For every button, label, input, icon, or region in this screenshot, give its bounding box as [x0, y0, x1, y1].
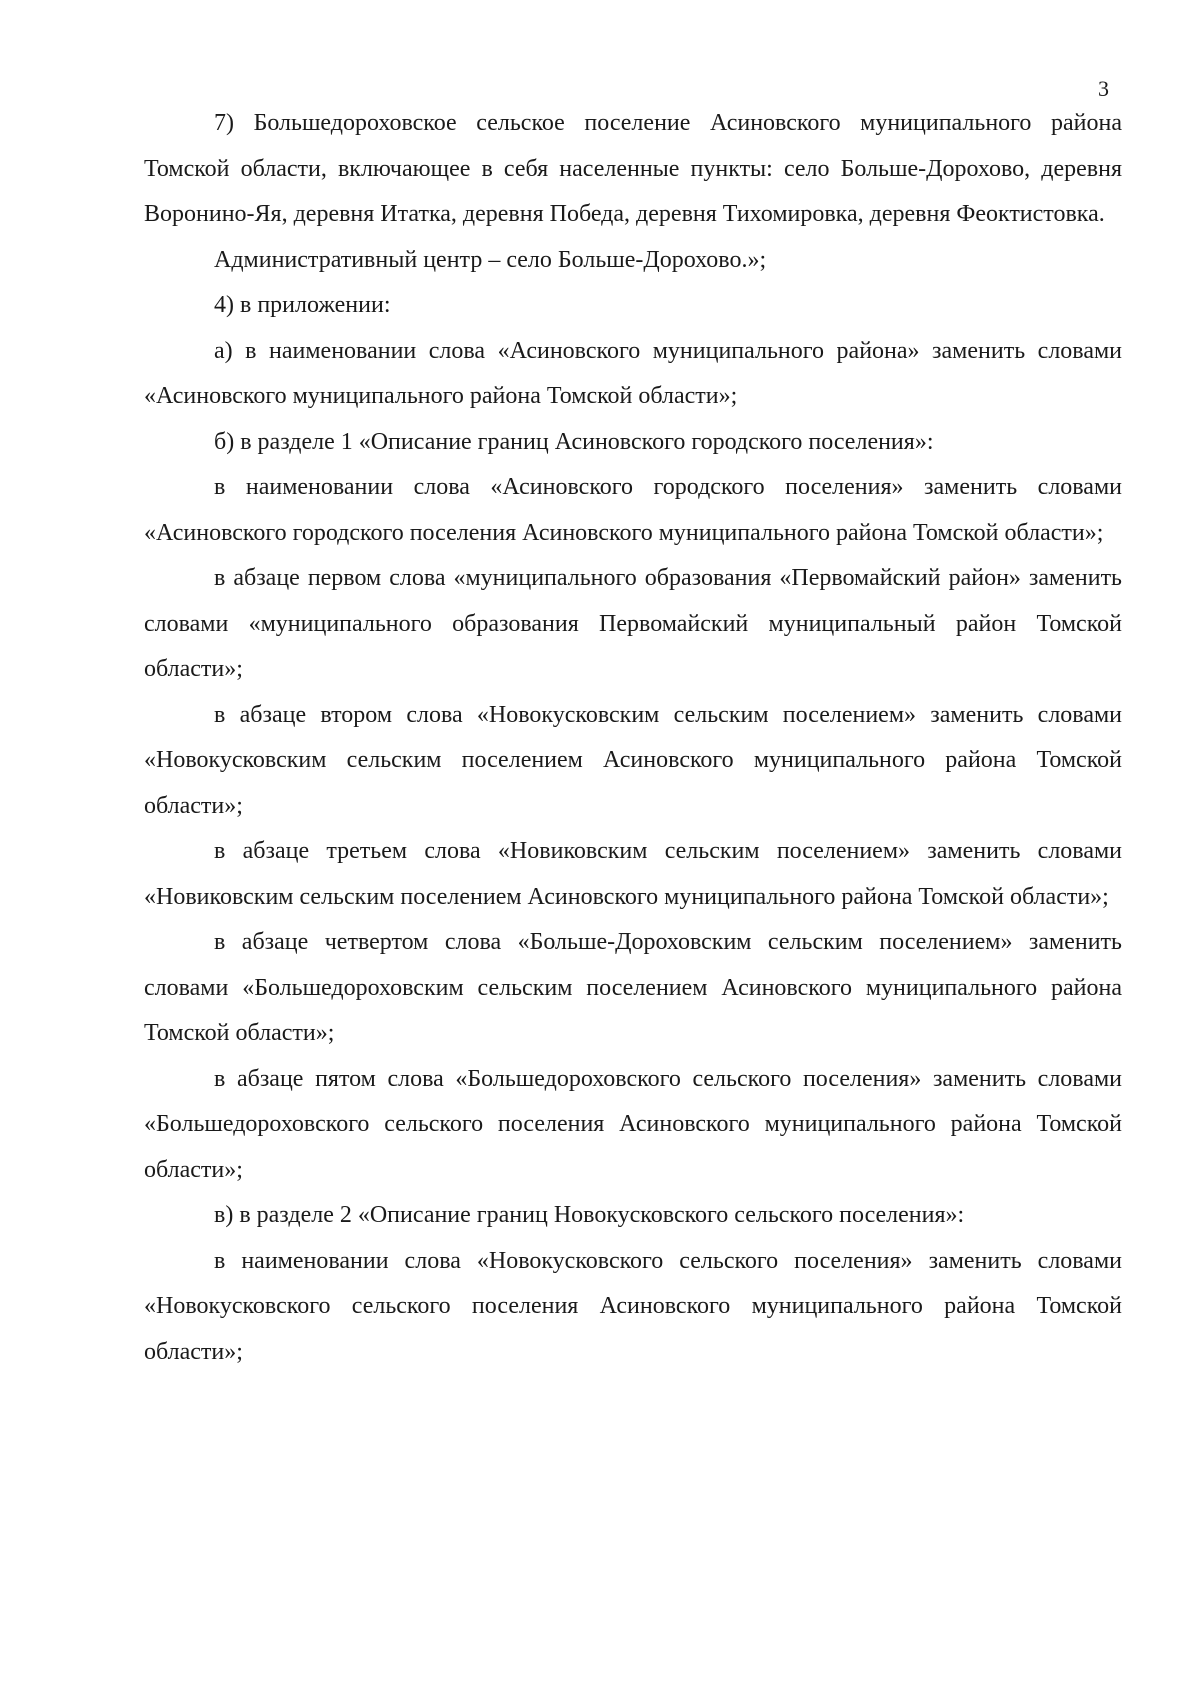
paragraph-administrative-center: Административный центр – село Больше-Дорохово.»;: [214, 246, 767, 273]
paragraph-section-1-third: в абзаце третьем слова «Новиковским сельским поселением» заменить словами «Новиковским сельским поселением Асиновского муниципального района Томской области»;: [144, 838, 1122, 910]
paragraph-section-1-fourth: в абзаце четвертом слова «Больше-Дороховским сельским поселением» заменить словами «Большедороховским сельским поселением Асиновского муниципального района Томской области»;: [144, 929, 1122, 1046]
paragraph-section-1-name: в наименовании слова «Асиновского городского поселения» заменить словами «Асиновского городского поселения Асиновского муниципального района Томской области»;: [144, 474, 1122, 546]
paragraph-subitem-v: в) в разделе 2 «Описание границ Новокусковского сельского поселения»:: [214, 1202, 965, 1228]
paragraph-subitem-a: а) в наименовании слова «Асиновского муниципального района» заменить словами «Асиновского муниципального района Томской области»;: [144, 337, 1122, 409]
document-body: [144, 101, 1122, 1375]
paragraph-section-1-second: в абзаце втором слова «Новокусковским сельским поселением» заменить словами «Новокусковским сельским поселением Асиновского муниципального района Томской области»;: [144, 701, 1122, 819]
paragraph-section-2-name: в наименовании слова «Новокусковского сельского поселения» заменить словами «Новокусковского сельского поселения Асиновского муниципального района Томской области»;: [144, 1247, 1122, 1365]
paragraph-subitem-b: б) в разделе 1 «Описание границ Асиновского городского поселения»:: [214, 428, 934, 455]
paragraph-item-7-settlement: 7) Большедороховское сельское поселение Асиновского муниципального района Томской области, включающее в себя населенные пункты: село Больше-Дорохово, деревня Воронино-Яя, деревня Итатка, деревня Победа, деревня Тихомировка, деревня Феоктистовка.: [144, 110, 1122, 227]
paragraph-section-1-fifth: в абзаце пятом слова «Большедороховского сельского поселения» заменить словами «Большедороховского сельского поселения Асиновского муниципального района Томской области»;: [144, 1065, 1122, 1183]
page-number: 3: [1098, 76, 1109, 101]
paragraph-item-4-appendix: 4) в приложении:: [214, 292, 391, 318]
paragraph-section-1-first: в абзаце первом слова «муниципального образования «Первомайский район» заменить словами «муниципального образования Первомайский муниципальный район Томской области»;: [144, 565, 1122, 682]
